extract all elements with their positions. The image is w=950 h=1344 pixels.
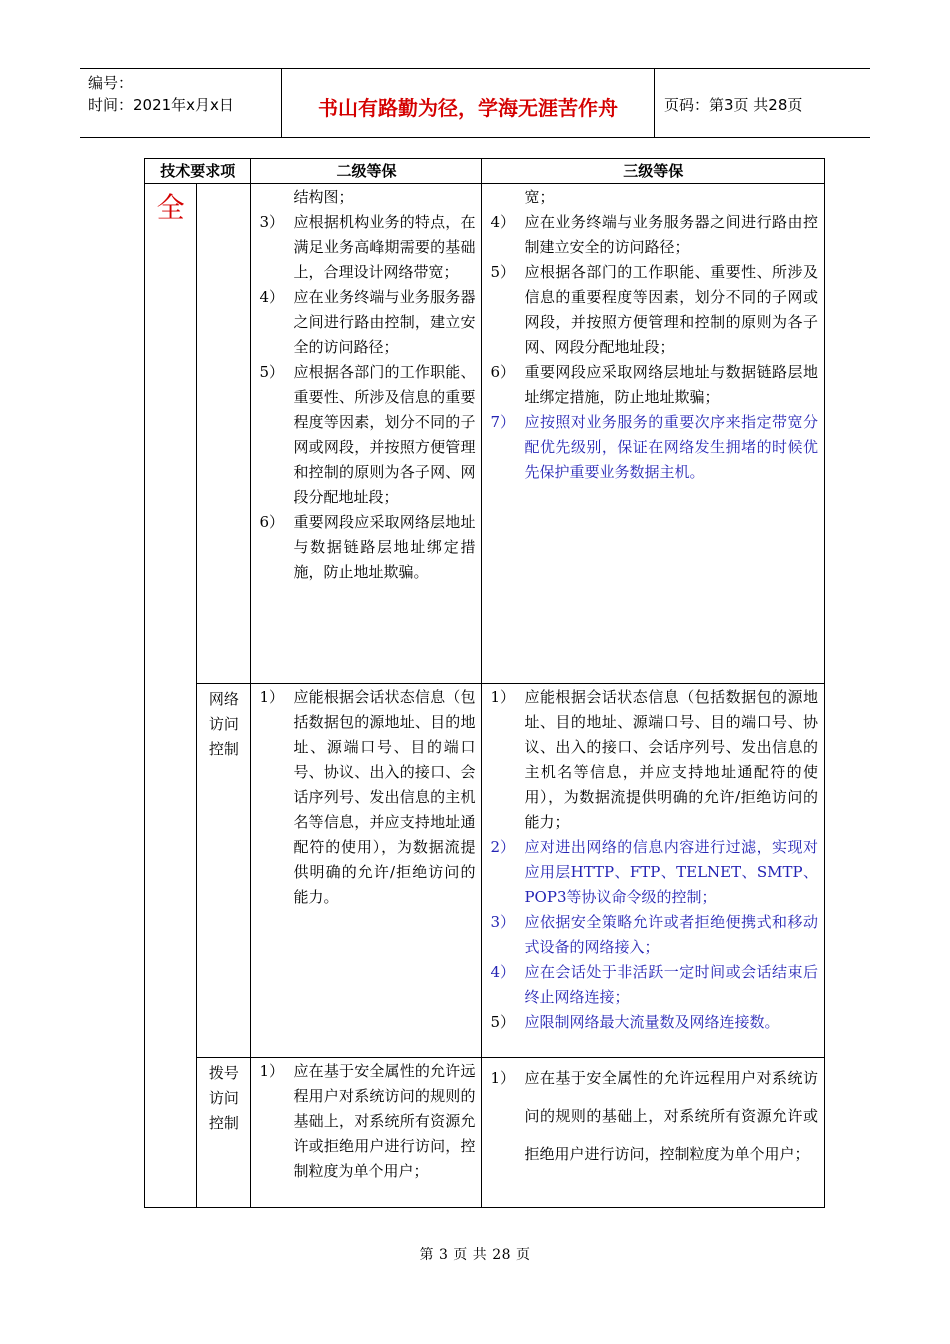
level3-cell [482,1058,825,1208]
list-item: 2） 应对进出网络的信息内容进行过滤，实现对应用层HTTP、FTP、TELNET、SMTP、POP3等协议命令级的控制； [490,838,818,906]
level3-cell [482,184,825,684]
page-header [80,68,870,138]
list-item: 4） 应在会话处于非活跃一定时间或会话结束后终止网络连接； [490,963,818,1006]
list-item: 6） 重要网段应采取网络层地址与数据链路层地址绑定措施，防止地址欺骗； [490,363,818,406]
col-header-level3: 三级等保 [482,159,825,184]
list-item: 3） 应依据安全策略允许或者拒绝便携式和移动式设备的网络接入； [490,913,818,956]
sub-item-label: 网络 访问 控制 [208,690,239,758]
header-motto: 书山有路勤为径，学海无涯苦作舟 [281,69,655,137]
list-item: 5） 应根据各部门的工作职能、重要性、所涉及信息的重要程度等因素，划分不同的子网或网段，并按照方便管理和控制的原则为各子网、网段分配地址段； [259,363,476,506]
sub-item-label: 拨号 访问 控制 [208,1064,239,1132]
table-row [145,1058,825,1208]
list-item: 5） 应限制网络最大流量数及网络连接数。 [490,1013,780,1031]
list-item: 7） 应按照对业务服务的重要次序来指定带宽分配优先级别，保证在网络发生拥堵的时候优先保护重要业务数据主机。 [490,413,818,481]
list-item: 宽； [524,188,555,206]
category-char: 全 [156,191,185,224]
level2-cell [251,684,482,1058]
list-item: 4） 应在业务终端与业务服务器之间进行路由控制，建立安全的访问路径； [259,288,476,356]
header-meta [80,69,281,137]
page-footer: 第 3 页 共 28 页 [419,1247,531,1263]
list-item: 6） 重要网段应采取网络层地址与数据链路层地址绑定措施，防止地址欺骗。 [259,513,476,581]
document-number-label: 编号： [88,74,134,92]
list-item: 1） 应能根据会话状态信息（包括数据包的源地址、目的地址、源端口号、目的端口号、协议、出入的接口、会话序列号、发出信息的主机名等信息，并应支持地址通配符的使用），为数据流提供明确的允许/拒绝访问的能力。 [259,688,476,906]
list-item: 1） 应在基于安全属性的允许远程用户对系统访问的规则的基础上，对系统所有资源允许或拒绝用户进行访问，控制粒度为单个用户； [490,1069,818,1163]
list-item: 1） 应能根据会话状态信息（包括数据包的源地址、目的地址、源端口号、目的端口号、协议、出入的接口、会话序列号、发出信息的主机名等信息，并应支持地址通配符的使用），为数据流提供明确的允许/拒绝访问的能力； [490,688,818,831]
header-page-number: 页码：第3页 共28页 [664,95,803,114]
sub-item-cell [197,684,251,1058]
level3-cell [482,684,825,1058]
document-date: 时间：2021年x月x日 [88,96,234,114]
level2-cell [251,1058,482,1208]
list-item: 4） 应在业务终端与业务服务器之间进行路由控制建立安全的访问路径； [490,213,818,256]
requirements-table [144,158,825,1208]
sub-item-cell [197,1058,251,1208]
col-header-requirement: 技术要求项 [145,159,251,184]
list-item: 1） 应在基于安全属性的允许远程用户对系统访问的规则的基础上，对系统所有资源允许或拒绝用户进行访问，控制粒度为单个用户； [259,1062,476,1180]
col-header-level2: 二级等保 [251,159,482,184]
list-item: 结构图； [293,188,354,206]
list-item: 5） 应根据各部门的工作职能、重要性、所涉及信息的重要程度等因素，划分不同的子网或网段，并按照方便管理和控制的原则为各子网、网段分配地址段； [490,263,818,356]
sub-item-cell [197,184,251,684]
category-cell [145,184,197,1208]
table-header-row [145,159,825,184]
table-row [145,684,825,1058]
list-item: 3） 应根据机构业务的特点，在满足业务高峰期需要的基础上，合理设计网络带宽； [259,213,476,281]
table-row [145,184,825,684]
level2-cell [251,184,482,684]
